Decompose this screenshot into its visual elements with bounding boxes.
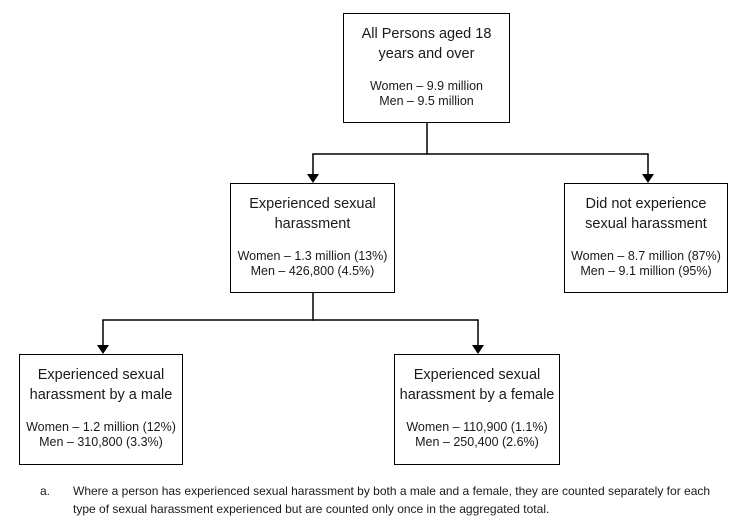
stat-men: Men – 9.5 million: [379, 94, 474, 108]
node-stats: [370, 79, 483, 109]
stat-men: Men – 310,800 (3.3%): [39, 435, 163, 449]
node-experienced-harassment: [230, 183, 395, 293]
node-title: Experienced sexual harassment by a male: [29, 367, 173, 403]
node-stats: [406, 420, 547, 450]
node-title: Experienced sexual harassment by a female: [399, 367, 555, 403]
node-harassment-by-male: [19, 354, 183, 465]
footnote: [40, 483, 733, 518]
node-stats: [571, 249, 721, 279]
stat-men: Men – 426,800 (4.5%): [250, 264, 375, 278]
arrowhead-down-icon: [642, 174, 654, 183]
stat-women: Women – 8.7 million (87%): [571, 249, 721, 263]
node-title: All Persons aged 18 years and over: [361, 26, 492, 62]
arrowhead-down-icon: [472, 345, 484, 354]
stat-women: Women – 9.9 million: [369, 79, 483, 93]
arrowhead-down-icon: [97, 345, 109, 354]
stat-men: Men – 250,400 (2.6%): [415, 435, 539, 449]
stat-men: Men – 9.1 million (95%): [580, 264, 712, 278]
node-stats: [26, 420, 176, 450]
stat-women: Women – 1.2 million (12%): [26, 420, 176, 434]
node-stats: [238, 249, 388, 279]
node-all-persons: [343, 13, 510, 123]
stat-women: Women – 1.3 million (13%): [237, 249, 388, 263]
node-harassment-by-female: [394, 354, 560, 465]
arrowhead-down-icon: [307, 174, 319, 183]
node-did-not-experience-harassment: [564, 183, 728, 293]
footnote-marker: a.: [40, 484, 51, 498]
node-title: Experienced sexual harassment: [249, 196, 376, 232]
stat-women: Women – 110,900 (1.1%): [406, 420, 548, 434]
node-title: Did not experience sexual harassment: [585, 196, 707, 232]
footnote-text: Where a person has experienced sexual harassment by both a male and a female, they are counted separately for each type of sexual harassment experienced but are counted only once in the aggregated total.: [73, 484, 711, 516]
